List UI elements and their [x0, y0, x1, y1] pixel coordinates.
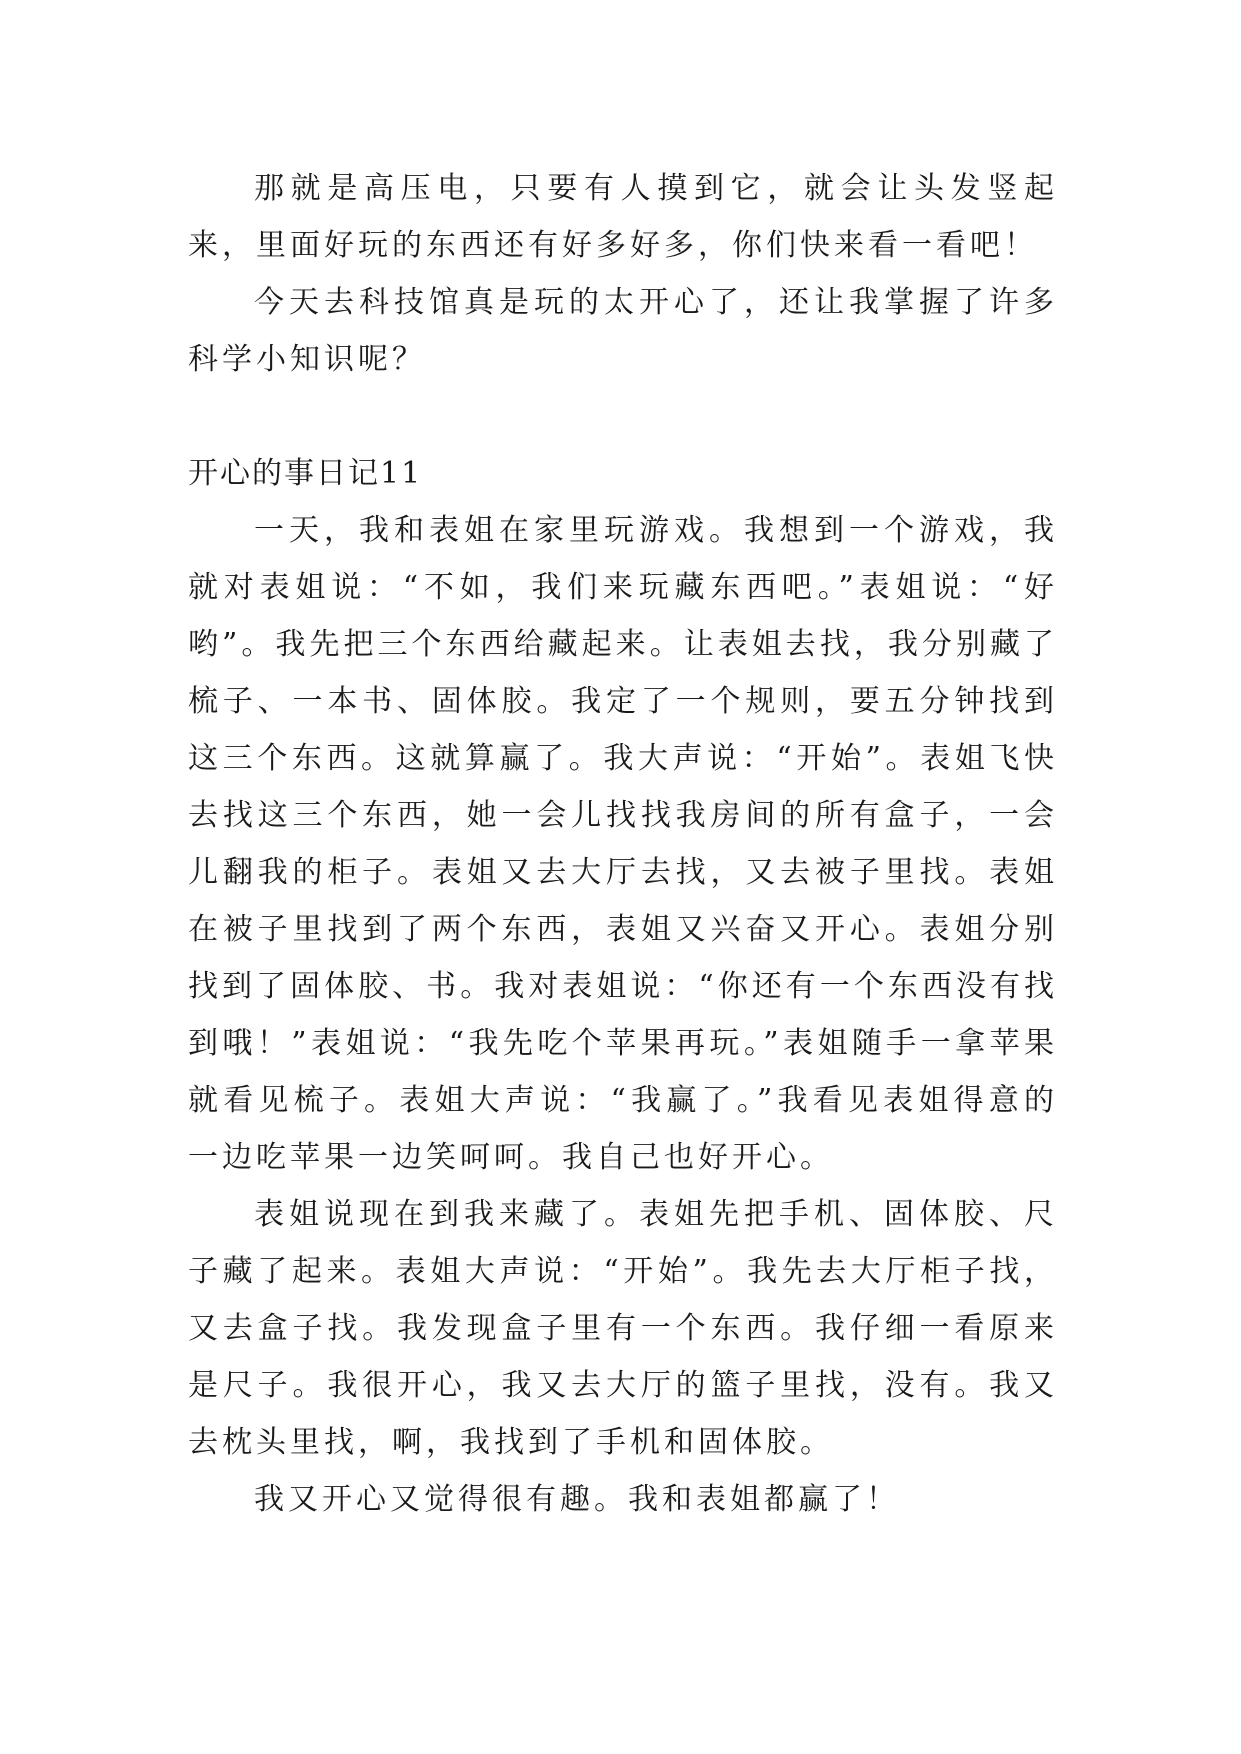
body-paragraph-2: 表姐说现在到我来藏了。表姐先把手机、固体胶、尺子藏了起来。表姐大声说：“开始”。我先去大厅柜子找，又去盒子找。我发现盒子里有一个东西。我仔细一看原来是尺子。我很开心，我又去大厅的篮子里找，没有。我又去枕头里找，啊，我找到了手机和固体胶。	[188, 1197, 1058, 1460]
body-paragraph-3: 我又开心又觉得很有趣。我和表姐都赢了！	[254, 1482, 900, 1517]
section-spacer	[188, 388, 1058, 445]
intro-paragraph-1: 那就是高压电，只要有人摸到它，就会让头发竖起来，里面好玩的东西还有好多好多，你们快来看一看吧！	[188, 171, 1058, 263]
document-body	[188, 160, 1058, 1528]
section-title: 开心的事日记11	[188, 456, 423, 491]
intro-paragraph-2: 今天去科技馆真是玩的太开心了，还让我掌握了许多科学小知识呢？	[188, 285, 1058, 377]
body-paragraph-1: 一天，我和表姐在家里玩游戏。我想到一个游戏，我就对表姐说：“不如，我们来玩藏东西吧。”表姐说：“好哟”。我先把三个东西给藏起来。让表姐去找，我分别藏了梳子、一本书、固体胶。我定了一个规则，要五分钟找到这三个东西。这就算赢了。我大声说：“开始”。表姐飞快去找这三个东西，她一会儿找找我房间的所有盒子，一会儿翻我的柜子。表姐又去大厅去找，又去被子里找。表姐在被子里找到了两个东西，表姐又兴奋又开心。表姐分别找到了固体胶、书。我对表姐说：“你还有一个东西没有找到哦！”表姐说：“我先吃个苹果再玩。”表姐随手一拿苹果就看见梳子。表姐大声说：“我赢了。”我看见表姐得意的一边吃苹果一边笑呵呵。我自己也好开心。	[188, 513, 1058, 1175]
